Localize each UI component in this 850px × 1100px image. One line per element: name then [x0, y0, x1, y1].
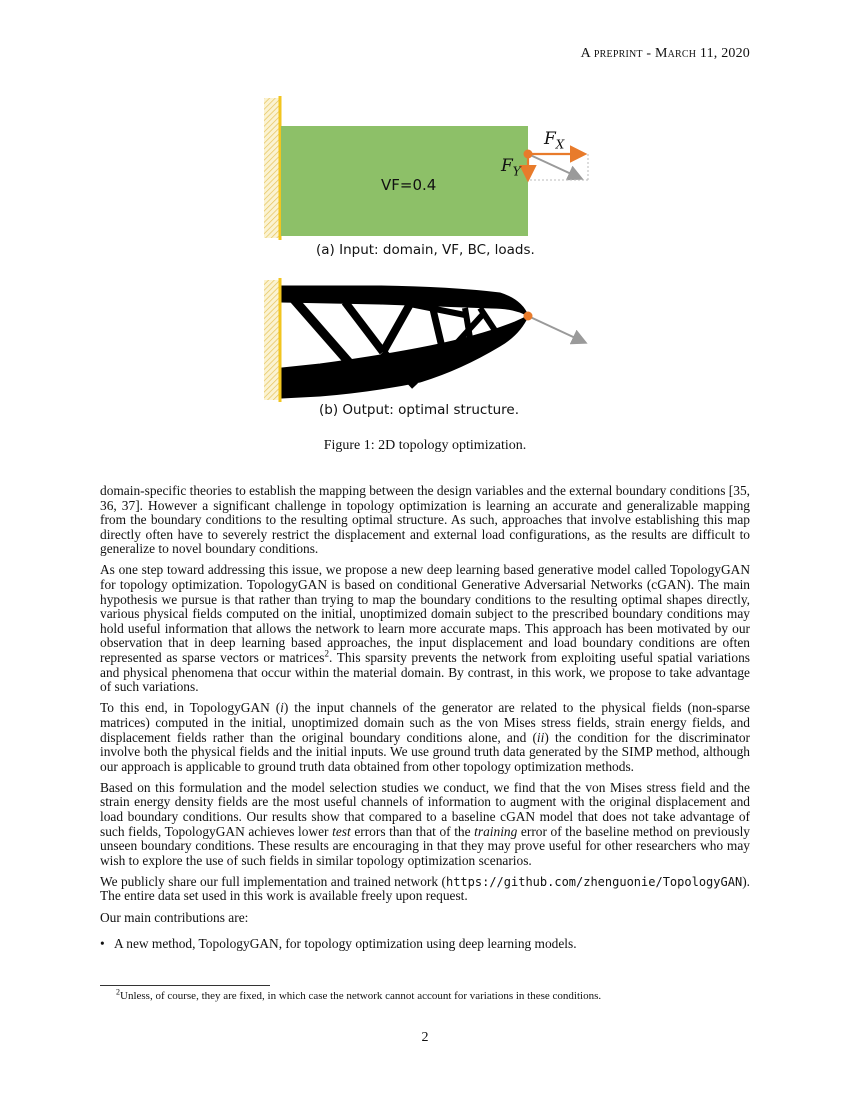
- header-separator: -: [642, 46, 655, 61]
- fy-label: [501, 156, 521, 178]
- resultant-arrow-a: [528, 154, 580, 178]
- paragraph-4-part-b: errors than that of the: [350, 823, 475, 839]
- emph-training: training: [474, 823, 518, 839]
- body-text: [100, 484, 750, 952]
- paragraph-2-part-a: As one step toward addressing this issue, we propose a new deep learning based generative model called TopologyGAN for topology optimization. TopologyGAN is based on conditional Generative Adversarial Networks (cGAN). The main hypothesis we pursue is that rather than trying to map the boundary conditions to the resulting optimal shapes directly, various physical fields computed on the initial, unoptimized domain subject to the prescribed boundary conditions may hold useful information that allows the network to learn more accurate maps. This approach has been motivated by our observation that in deep learning based approaches, the input displacement and load boundary conditions are often represented as sparse vectors or matrices: [100, 562, 750, 666]
- paragraph-2-part-b: . This sparsity prevents the network from exploiting useful spatial variations and physical phenomena that occur within the material domain. By contrast, in this work, we propose to take advantage of such variations.: [100, 650, 750, 695]
- load-point-b: [524, 312, 533, 321]
- paragraph-3-part-c: ) the condition for the discriminator involve both the physical fields and the initial inputs. We use ground truth data generated by the SIMP method, although our approach is applicable to ground truth data obtained from other topology optimization methods.: [100, 729, 750, 774]
- fx-label: [544, 129, 564, 151]
- figure-drawing: [0, 90, 850, 435]
- running-header: [581, 46, 750, 62]
- paragraph-1: domain-specific theories to establish the mapping between the design variables and the external boundary conditions [35, 36, 37]. However a significant challenge in topology optimization is learning an accurate and generalizable mapping from the boundary conditions to the resulting optimal structure. As such, approaches that involve establishing this map directly often have to severely restrict the displacement and external load configurations, as the results are difficult to generalize to novel boundary conditions.: [100, 483, 751, 557]
- subcaption-b: (b) Output: optimal structure.: [319, 402, 520, 418]
- paragraph-2: [100, 563, 750, 694]
- resultant-arrow-b: [528, 316, 584, 342]
- list-item: [100, 937, 750, 952]
- fx-letter: F: [544, 129, 556, 149]
- footnote-mark: 2: [116, 987, 120, 997]
- optimal-structure: [282, 286, 528, 398]
- header-preprint: A preprint: [580, 46, 643, 61]
- paragraph-5: [100, 875, 750, 904]
- subcaption-a: (a) Input: domain, VF, BC, loads.: [316, 242, 535, 258]
- paragraph-4-part-c: error of the baseline method on previously unseen boundary conditions. These results are encouraging in that they may prove useful for other researchers who may wish to explore the use of such fields in similar topology optimization scenarios.: [100, 823, 750, 868]
- paragraph-3: [100, 701, 750, 774]
- paragraph-4-part-a: Based on this formulation and the model selection studies we conduct, we find that the von Mises stress field and the strain energy density fields are the most useful channels of information to augment with the original displacement and load boundary conditions. Our results show that compared to a baseline cGAN model that does not take advantage of such fields, TopologyGAN achieves lower: [100, 779, 750, 839]
- roman-ii: ii: [536, 729, 545, 745]
- support-hatch-a: [264, 98, 279, 238]
- paragraph-5-part-b: ). The entire data set used in this work is available freely upon request.: [100, 873, 750, 904]
- paragraph-5-part-a: We publicly share our full implementation and trained network (: [100, 873, 446, 889]
- paragraph-6: Our main contributions are:: [100, 909, 249, 925]
- roman-i: i: [280, 700, 284, 716]
- fy-letter: F: [501, 156, 513, 176]
- footnote-rule: [100, 985, 270, 986]
- contributions-list: [100, 937, 750, 952]
- github-link[interactable]: https://github.com/zhenguonie/TopologyGAN: [445, 874, 743, 889]
- page-number: 2: [421, 1030, 429, 1045]
- support-hatch-b: [264, 280, 279, 400]
- footnote-ref[interactable]: 2: [324, 648, 330, 659]
- figure-caption: Figure 1: 2D topology optimization.: [323, 438, 527, 453]
- paragraph-3-part-b: ) the input channels of the generator are related to the physical fields (non-sparse matrices) computed in the initial, unoptimized domain such as the von Mises stress fields, strain energy fields, and displacement fields rather than the original boundary conditions alone, and (: [100, 700, 750, 745]
- paragraph-3-part-a: To this end, in TopologyGAN (: [100, 700, 281, 716]
- fx-subscript: X: [555, 137, 565, 152]
- header-date: March 11, 2020: [654, 46, 750, 61]
- list-item-text: A new method, TopologyGAN, for topology optimization using deep learning models.: [114, 936, 577, 952]
- fy-subscript: Y: [512, 164, 521, 179]
- load-point-a: [524, 150, 533, 159]
- emph-test: test: [332, 823, 351, 839]
- footnote: [116, 987, 602, 1002]
- footnote-text: Unless, of course, they are fixed, in which case the network cannot account for variations in these conditions.: [120, 990, 602, 1002]
- bullet-icon: •: [100, 936, 105, 952]
- figure-topology: [0, 90, 850, 435]
- paragraph-4: [100, 781, 750, 869]
- vf-label: VF=0.4: [381, 176, 437, 194]
